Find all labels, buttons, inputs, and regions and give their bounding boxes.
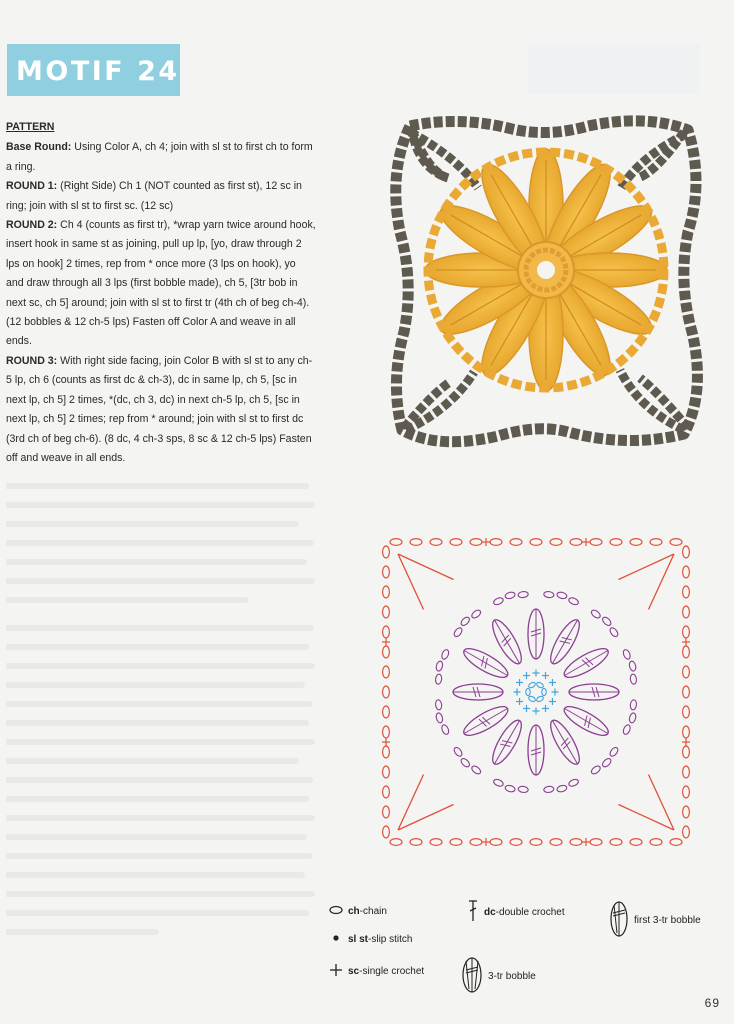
dc-mark: [619, 554, 675, 580]
dc-mark: [398, 775, 424, 831]
chain-mark: [683, 786, 690, 798]
chain-mark: [670, 839, 682, 846]
chain-mark: [383, 606, 390, 618]
chain-mark: [683, 766, 690, 778]
ring-chain: [536, 681, 544, 688]
chain-mark: [441, 649, 450, 661]
round-3: [6, 352, 316, 468]
chain-mark: [601, 616, 612, 627]
chain-mark: [441, 724, 450, 736]
chain-mark: [683, 826, 690, 838]
chain-mark: [622, 724, 631, 736]
chain-mark: [390, 839, 402, 846]
chain-mark: [435, 699, 442, 710]
chain-mark: [460, 757, 471, 768]
page-number: 69: [704, 996, 720, 1010]
bleed-through-text: [6, 478, 316, 948]
round-text: With right side facing, join Color B with sl st to any ch-5 lp, ch 6 (counts as first dc & ch-3), dc in same lp, ch 5, [sc in next lp, ch 5] 2 times, *(dc, ch 3, dc) in next ch-5 lp, ch 5, [sc in next lp, ch 5] 2 times; rep from * around; join with sl st to first dc (3rd ch of beg ch-6). (8 dc, 4 ch-3 sps, 8 sc & 12 ch-5 lps) Fasten off and weave in all ends.: [6, 354, 313, 464]
chain-mark: [568, 597, 580, 606]
chain-mark: [493, 778, 505, 787]
round-label: ROUND 2:: [6, 219, 58, 232]
single-crochet-cross-icon: [328, 963, 344, 980]
chain-mark: [628, 661, 636, 672]
chain-mark: [590, 609, 602, 620]
legend-chain: ch - chain: [328, 905, 387, 918]
chain-mark: [460, 616, 471, 627]
chain-mark: [630, 539, 642, 546]
chain-mark: [683, 566, 690, 578]
round-1: [6, 177, 316, 216]
chain-mark: [630, 674, 637, 685]
chain-mark: [610, 539, 622, 546]
legend-single-crochet: sc - single crochet: [328, 963, 424, 980]
legend-double-crochet: dc - double crochet: [466, 899, 565, 926]
chain-mark: [590, 765, 602, 776]
chain-mark: [453, 626, 464, 638]
chain-mark: [383, 826, 390, 838]
round-label: ROUND 3:: [6, 354, 58, 367]
double-crochet-icon: [466, 899, 480, 926]
chain-mark: [518, 786, 529, 793]
chain-mark: [530, 539, 542, 546]
chain-mark: [543, 786, 554, 793]
round-text: Using Color A, ch 4; join with sl st to first ch to form a ring.: [6, 141, 313, 173]
chain-mark: [550, 539, 562, 546]
chain-mark: [430, 839, 442, 846]
chain-mark: [650, 839, 662, 846]
ring-chain: [526, 688, 530, 695]
chain-mark: [590, 839, 602, 846]
chain-mark: [450, 839, 462, 846]
chain-mark: [510, 839, 522, 846]
chain-mark: [435, 674, 442, 685]
chain-mark: [628, 712, 636, 723]
chain-mark: [622, 649, 631, 661]
chain-mark: [383, 746, 390, 758]
chain-mark: [610, 839, 622, 846]
stitch-legend: [322, 893, 722, 1003]
chain-mark: [383, 706, 390, 718]
chain-mark: [383, 686, 390, 698]
round-label: Base Round:: [6, 141, 72, 154]
chain-mark: [510, 539, 522, 546]
chain-oval-icon: [328, 905, 344, 918]
chain-mark: [518, 591, 529, 598]
chain-mark: [505, 784, 516, 792]
chain-mark: [450, 539, 462, 546]
chain-mark: [683, 606, 690, 618]
chain-mark: [601, 757, 612, 768]
bobble-bar: [562, 741, 572, 749]
round-text: (Right Side) Ch 1 (NOT counted as first st), 12 sc in ring; join with sl st to first sc. (12 sc): [6, 180, 302, 212]
chain-mark: [683, 586, 690, 598]
chain-mark: [568, 778, 580, 787]
chain-mark: [383, 566, 390, 578]
chain-mark: [556, 784, 567, 792]
ring-chain: [542, 688, 546, 695]
crochet-chart: [376, 522, 696, 862]
chain-mark: [410, 539, 422, 546]
bobble-bar: [479, 718, 487, 728]
chain-mark: [650, 539, 662, 546]
round-base: [6, 138, 316, 177]
chain-mark: [630, 699, 637, 710]
ring-chain: [536, 695, 544, 702]
chain-mark: [683, 746, 690, 758]
chain-mark: [609, 626, 620, 638]
bobble-bar: [482, 716, 490, 726]
chain-mark: [470, 609, 482, 620]
page-title: MOTIF 24: [16, 56, 180, 87]
chain-mark: [490, 539, 502, 546]
chain-mark: [670, 539, 682, 546]
chain-mark: [683, 666, 690, 678]
chain-mark: [383, 766, 390, 778]
chain-mark: [543, 591, 554, 598]
chain-mark: [383, 666, 390, 678]
chain-mark: [570, 839, 582, 846]
dc-mark: [398, 805, 454, 831]
chain-mark: [435, 661, 443, 672]
chain-mark: [570, 539, 582, 546]
chain-mark: [683, 646, 690, 658]
chain-mark: [683, 706, 690, 718]
chain-mark: [530, 839, 542, 846]
bobble-bar: [585, 656, 593, 666]
bleed-through-banner: [528, 44, 700, 94]
ring-chain: [528, 681, 536, 688]
chain-mark: [550, 839, 562, 846]
bobble-bar: [502, 638, 512, 646]
dc-mark: [649, 775, 675, 831]
chain-mark: [490, 839, 502, 846]
chain-mark: [683, 726, 690, 738]
slip-stitch-dot-icon: [328, 933, 344, 946]
chain-mark: [383, 806, 390, 818]
motif-photo: [388, 112, 704, 450]
dc-mark: [619, 805, 675, 831]
chain-mark: [383, 726, 390, 738]
dc-mark: [398, 554, 424, 610]
round-2: [6, 216, 316, 352]
chain-mark: [590, 539, 602, 546]
chain-mark: [470, 839, 482, 846]
chain-mark: [435, 712, 443, 723]
chain-mark: [410, 839, 422, 846]
chain-mark: [683, 686, 690, 698]
legend-slip-stitch: sl st - slip stitch: [328, 933, 412, 946]
bobble-bar: [582, 658, 590, 668]
round-label: ROUND 1:: [6, 180, 58, 193]
chain-mark: [505, 591, 516, 599]
bobble-bar: [560, 738, 570, 746]
pattern-heading: PATTERN: [6, 121, 55, 133]
chain-mark: [383, 546, 390, 558]
chain-mark: [390, 539, 402, 546]
legend-bobble: 3-tr bobble: [460, 955, 536, 998]
dc-mark: [649, 554, 675, 610]
legend-first-bobble: first 3-tr bobble: [608, 899, 701, 942]
first-bobble-icon: [608, 899, 630, 942]
bobble-icon: [460, 955, 484, 998]
chain-mark: [630, 839, 642, 846]
chain-mark: [453, 746, 464, 758]
pattern-instructions: [6, 118, 316, 468]
chain-mark: [556, 591, 567, 599]
chain-mark: [383, 646, 390, 658]
chain-mark: [430, 539, 442, 546]
chain-mark: [383, 626, 390, 638]
dc-mark: [398, 554, 454, 580]
bobble-bar: [500, 635, 510, 643]
chain-mark: [470, 539, 482, 546]
chain-mark: [683, 626, 690, 638]
ring-chain: [528, 695, 536, 702]
chain-mark: [470, 765, 482, 776]
chain-mark: [383, 586, 390, 598]
chain-mark: [683, 806, 690, 818]
chain-mark: [609, 746, 620, 758]
chain-mark: [383, 786, 390, 798]
round-text: Ch 4 (counts as first tr), *wrap yarn twice around hook, insert hook in same st as joining, pull up lp, [yo, draw through 2 lps on hook] 2 times, rep from * once more (3 lps on hook), yo and draw through all 3 lps (first bobble made), ch 5, [3tr bob in next sc, ch 5] around; join with sl st to first tr (4th ch of beg ch-4). (12 bobbles & 12 ch-5 lps) Fasten off Color A and weave in all ends.: [6, 219, 316, 348]
chain-mark: [493, 597, 505, 606]
chain-mark: [683, 546, 690, 558]
